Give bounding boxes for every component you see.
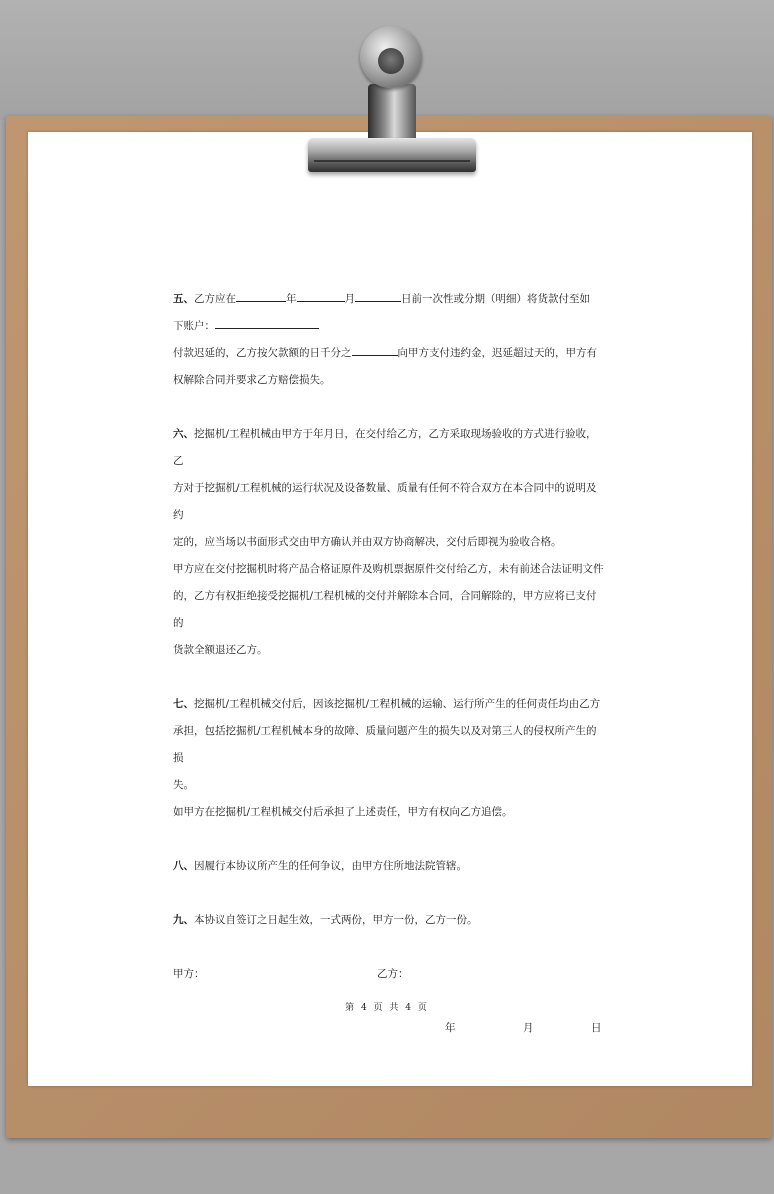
clause-5-line-2 (173, 313, 605, 340)
date-row (173, 1015, 605, 1042)
blank-line (352, 344, 398, 356)
clause-7 (173, 691, 605, 826)
clause-8 (173, 853, 605, 880)
clause-7-line-2: 承担，包括挖掘机/工程机械本身的故障、质量问题产生的损失以及对第三人的侵权所产生的损 (173, 725, 597, 764)
clause-7-line-3: 失。 (173, 779, 194, 791)
blank-line (215, 317, 319, 329)
clause-number: 五、 (173, 293, 194, 305)
blank-line (297, 290, 345, 302)
contract-body (173, 286, 605, 1042)
party-a-label: 甲方： (173, 968, 205, 980)
clause-number: 七、 (173, 698, 194, 710)
clause-number: 八、 (173, 860, 194, 872)
clause-6-line-1 (173, 421, 605, 475)
clause-5-line-4: 权解除合同并要求乙方赔偿损失。 (173, 374, 331, 386)
clause-6-line-6: 货款全额退还乙方。 (173, 644, 268, 656)
clause-text: 本协议自签订之日起生效，一式两份，甲方一份，乙方一份。 (194, 914, 478, 926)
clip-ring-hole (378, 48, 404, 74)
clause-7-line-4: 如甲方在挖掘机/工程机械交付后承担了上述责任，甲方有权向乙方追偿。 (173, 806, 513, 818)
clause-6 (173, 421, 605, 664)
clip-arm (368, 84, 416, 144)
clip-base (308, 138, 476, 172)
clause-number: 六、 (173, 428, 194, 440)
clause-6-line-2: 方对于挖掘机/工程机械的运行状况及设备数量、质量有任何不符合双方在本合同中的说明及约 (173, 482, 597, 521)
clause-text: 因履行本协议所产生的任何争议，由甲方住所地法院管辖。 (194, 860, 467, 872)
clause-6-line-4: 甲方应在交付挖掘机时将产品合格证原件及购机票据原件交付给乙方，未有前述合法证明文件 (173, 563, 604, 575)
clause-number: 九、 (173, 914, 194, 926)
clause-9-line-1 (173, 907, 605, 934)
blank-line (236, 290, 286, 302)
party-b-label: 乙方： (377, 968, 409, 980)
clause-9 (173, 907, 605, 934)
clause-5-line-1 (173, 286, 605, 313)
clause-text: 挖掘机/工程机械由甲方于年月日，在交付给乙方，乙方采取现场验收的方式进行验收，乙 (173, 428, 597, 467)
clause-text: 乙方应在 (194, 293, 236, 305)
page-footer: 第 4 页 共 4 页 (345, 1003, 429, 1013)
clause-6-line-5: 的，乙方有权拒绝接受挖掘机/工程机械的交付并解除本合同，合同解除的，甲方应将已支付的 (173, 590, 597, 629)
date-day-label: 日 (591, 1022, 602, 1034)
clause-text: 月 (344, 293, 355, 305)
clause-5-line-3 (173, 340, 605, 367)
clause-text: 挖掘机/工程机械交付后，因该挖掘机/工程机械的运输、运行所产生的任何责任均由乙方 (194, 698, 601, 710)
clause-text: 下账户： (173, 320, 215, 332)
clause-text: 付款迟延的，乙方按欠款额的日千分之 (173, 347, 352, 359)
clause-6-line-3: 定的，应当场以书面形式交由甲方确认并由双方协商解决，交付后即视为验收合格。 (173, 536, 562, 548)
blank-line (355, 290, 401, 302)
clause-5 (173, 286, 605, 394)
clause-text: 日前一次性或分期（明细）将货款付至如 (401, 293, 590, 305)
date-month-label: 月 (523, 1022, 534, 1034)
clause-text: 向甲方支付违约金，迟延超过天的，甲方有 (397, 347, 597, 359)
clause-8-line-1 (173, 853, 605, 880)
clause-7-line-1 (173, 691, 605, 718)
date-year-label: 年 (445, 1022, 456, 1034)
signature-row (173, 961, 605, 988)
clip-base-edge (314, 160, 470, 162)
clause-text: 年 (286, 293, 297, 305)
